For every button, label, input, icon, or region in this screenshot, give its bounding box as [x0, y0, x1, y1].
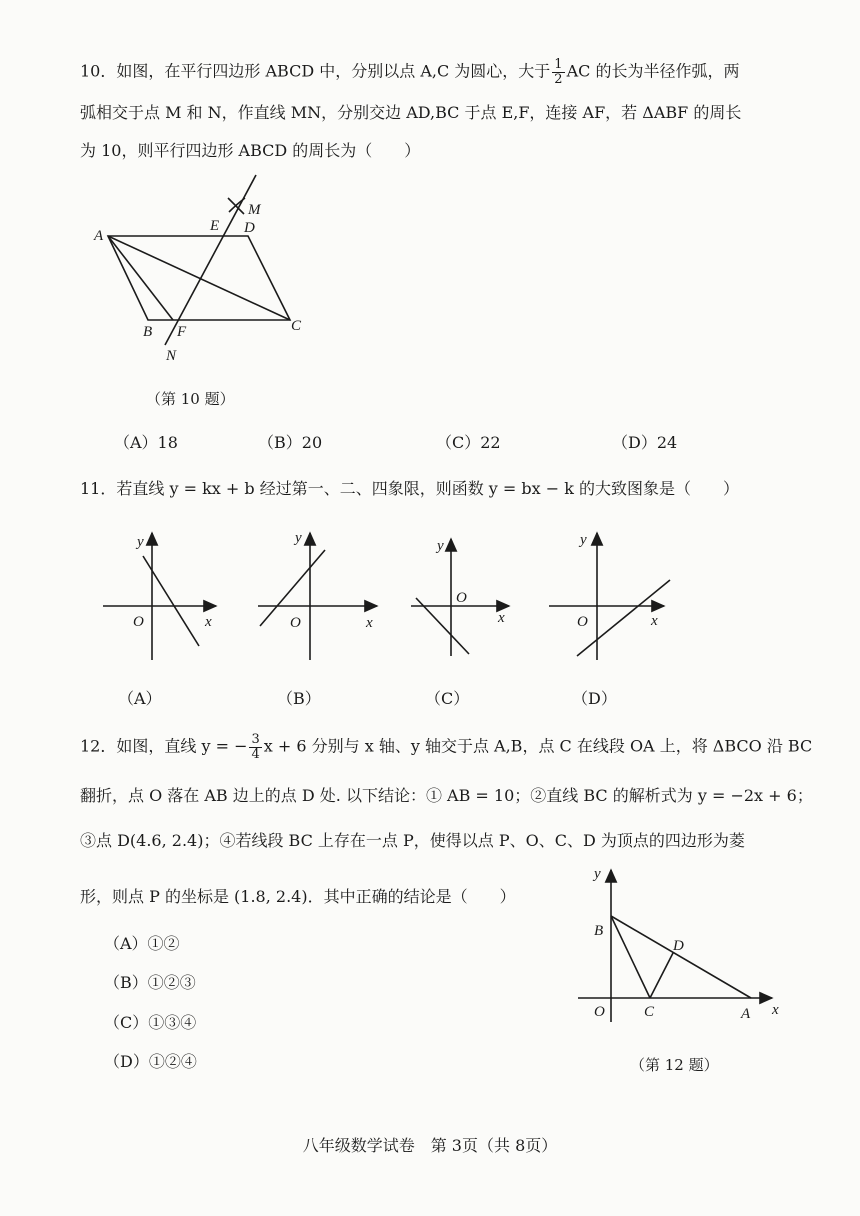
graph-d-line — [577, 580, 670, 656]
q12-label-o: O — [594, 1004, 605, 1020]
q10-text-1b: AC 的长为半径作弧，两 — [566, 61, 740, 81]
q12-option-b: （B）①②③ — [104, 973, 196, 992]
segment-bc — [611, 916, 650, 998]
q10-line-1 — [80, 58, 739, 86]
q10-frac-den: 2 — [554, 71, 563, 87]
q12-option-a: （A）①② — [104, 934, 180, 953]
q10-option-c: （C）22 — [436, 433, 501, 452]
q12-text-1b: x + 6 分别与 x 轴、y 轴交于点 A,B，点 C 在线段 OA 上，将 ΔBCO 沿 BC — [263, 736, 813, 756]
segment-ac — [108, 236, 290, 320]
parallelogram-abcd — [108, 236, 290, 320]
q12-line-4: 形，则点 P 的坐标是 (1.8, 2.4)．其中正确的结论是（ ） — [80, 887, 516, 906]
graph-b-origin: O — [290, 615, 301, 631]
graph-c-y-label: y — [437, 538, 444, 554]
q12-fraction — [249, 733, 261, 761]
q10-fraction — [552, 58, 564, 86]
q12-label-a: A — [741, 1006, 751, 1022]
label-a: A — [94, 228, 104, 244]
graph-b-line — [260, 550, 325, 626]
q12-frac-den: 4 — [251, 746, 260, 762]
q12-option-d: （D）①②④ — [104, 1052, 197, 1071]
q12-frac-num: 3 — [251, 732, 260, 747]
graph-a-x-label: x — [205, 614, 212, 630]
q10-line-2: 弧相交于点 M 和 N，作直线 MN，分别交边 AD,BC 于点 E,F，连接 AF，若 ΔABF 的周长 — [80, 103, 742, 122]
graph-d-x-label: x — [651, 613, 658, 629]
q12-line-2: 翻折，点 O 落在 AB 边上的点 D 处. 以下结论：① AB = 10；②直线 BC 的解析式为 y = −2x + 6； — [80, 786, 813, 805]
segment-ab — [611, 916, 751, 998]
q12-label-x: x — [772, 1002, 779, 1018]
graph-a-y-label: y — [137, 534, 144, 550]
label-e: E — [210, 218, 220, 234]
graph-d-origin: O — [577, 614, 588, 630]
q10-option-a: （A）18 — [114, 433, 178, 452]
q11-text: 11．若直线 y = kx + b 经过第一、二、四象限，则函数 y = bx − k 的大致图象是（ ） — [80, 479, 740, 498]
arc-mark-m — [228, 198, 244, 214]
graph-a-origin: O — [133, 614, 144, 630]
label-d: D — [244, 220, 255, 236]
q10-caption: （第 10 题） — [146, 390, 235, 408]
q10-option-b: （B）20 — [258, 433, 323, 452]
q12-label-b: B — [594, 923, 604, 939]
q10-text-1a: 如图，在平行四边形 ABCD 中，分别以点 A,C 为圆心，大于 — [116, 61, 551, 81]
segment-cd — [650, 953, 673, 998]
q11-option-a: （A） — [118, 689, 162, 708]
graph-d-y-label: y — [580, 532, 587, 548]
q10-frac-num: 1 — [554, 57, 563, 72]
q12-label-c: C — [644, 1004, 655, 1020]
q10-option-d: （D）24 — [612, 433, 678, 452]
q10-number: 10． — [80, 61, 117, 81]
q11-option-c: （C） — [425, 689, 470, 708]
q12-caption: （第 12 题） — [630, 1056, 719, 1074]
segment-af — [108, 236, 173, 320]
label-n: N — [166, 348, 177, 364]
q12-label-y: y — [594, 866, 601, 882]
q12-text-1a: 12．如图，直线 y = − — [80, 736, 248, 756]
graph-c-line — [416, 598, 469, 654]
q11-option-b: （B） — [277, 689, 321, 708]
graph-a-line — [143, 556, 199, 646]
q10-line-3: 为 10，则平行四边形 ABCD 的周长为（ ） — [80, 141, 421, 160]
graph-c-origin: O — [456, 590, 467, 606]
q12-line-3: ③点 D(4.6, 2.4)；④若线段 BC 上存在一点 P，使得以点 P、O、C、D 为顶点的四边形为菱 — [80, 831, 745, 850]
page-footer: 八年级数学试卷 第 3页（共 8页） — [302, 1136, 558, 1155]
graph-c-x-label: x — [498, 610, 505, 626]
graph-b-x-label: x — [366, 615, 373, 631]
line-mn — [165, 175, 256, 345]
label-b: B — [143, 324, 153, 340]
arc-mark-m-2 — [229, 198, 245, 212]
label-m: M — [248, 202, 261, 218]
q12-option-c: （C）①③④ — [104, 1013, 197, 1032]
q12-line-1 — [80, 733, 812, 761]
label-c: C — [291, 318, 302, 334]
graph-b-y-label: y — [295, 530, 302, 546]
q12-label-d: D — [673, 938, 684, 954]
q11-option-d: （D） — [572, 689, 617, 708]
label-f: F — [177, 324, 187, 340]
